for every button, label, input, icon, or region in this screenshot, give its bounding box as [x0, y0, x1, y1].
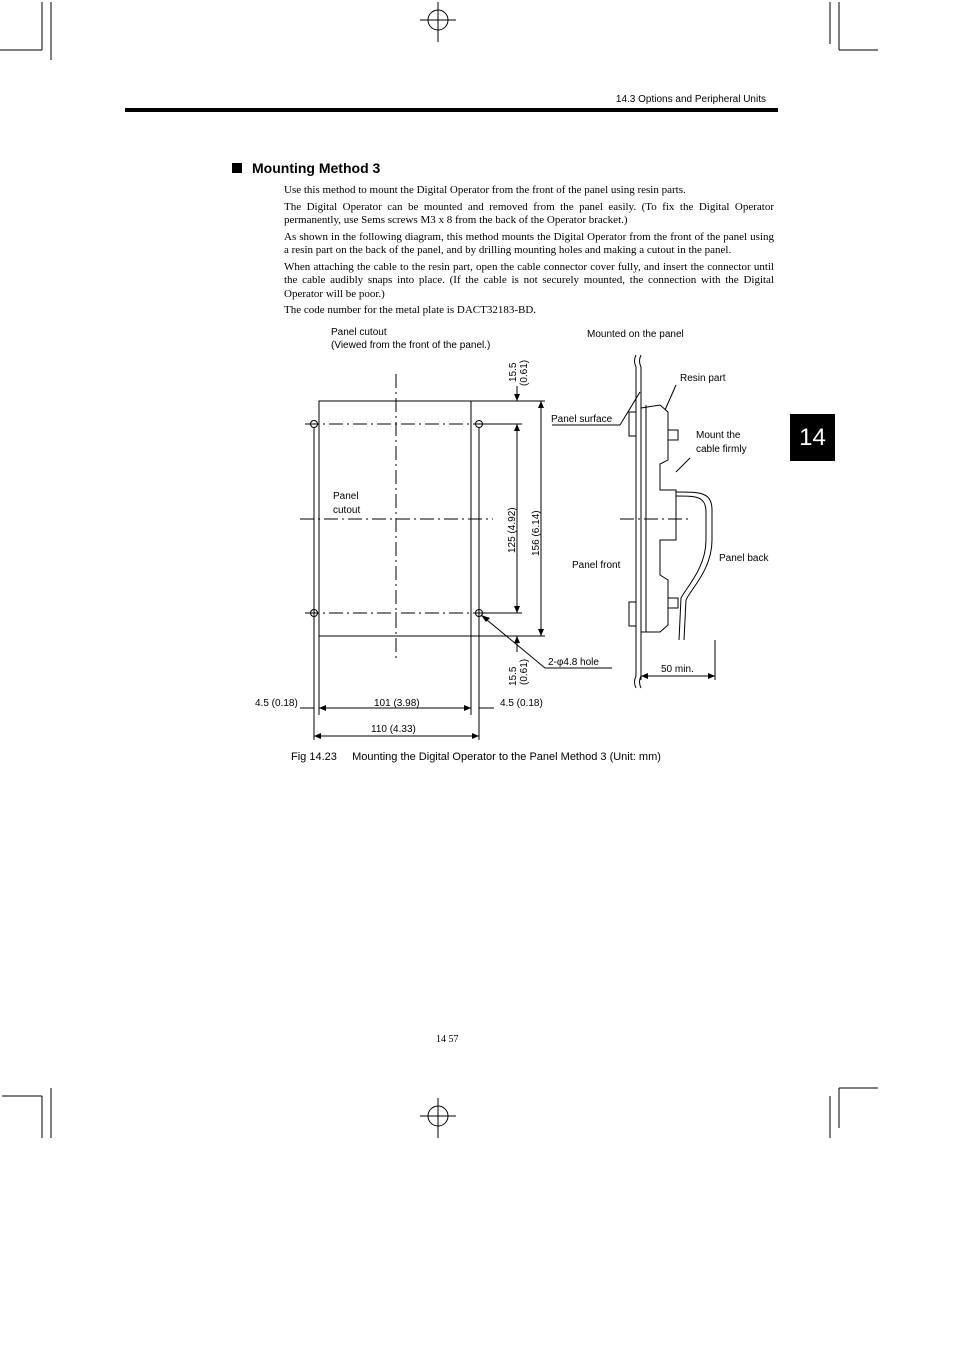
panel-plate — [635, 355, 637, 688]
label-panel-back: Panel back — [719, 553, 769, 564]
dim-bottom-margin-in: (0.61) — [519, 658, 530, 685]
right-title: Mounted on the panel — [587, 329, 684, 340]
dim-top-margin: 15.5 — [508, 362, 519, 382]
crop-marks — [0, 2, 878, 1138]
paragraph: When attaching the cable to the resin part, open the cable connector cover fully, and insert the connector until the cable audibly snaps into place. (If the cable is not securely mounted, the connection with the Digital Operator will be poor.) — [284, 260, 774, 300]
registration-mark-bottom — [420, 1098, 456, 1138]
cutout-label-line1: Panel — [333, 491, 359, 502]
running-head: 14.3 Options and Peripheral Units — [615, 94, 766, 105]
dim-top-margin-in: (0.61) — [519, 359, 530, 386]
label-panel-surface: Panel surface — [551, 414, 613, 425]
paragraph: The code number for the metal plate is DACT32183-BD. — [284, 304, 537, 316]
dim-overall-height: 156 (6.14) — [531, 510, 542, 556]
figure-caption: Fig 14.23 Mounting the Digital Operator to the Panel Method 3 (Unit: mm) — [291, 751, 661, 763]
label-resin-part: Resin part — [680, 373, 726, 384]
dim-hole-pitch: 125 (4.92) — [507, 507, 518, 553]
label-clearance: 50 min. — [661, 664, 694, 675]
dim-cutout-width: 101 (3.98) — [374, 698, 420, 709]
paragraph: Use this method to mount the Digital Operator from the front of the panel using resin parts. — [284, 184, 686, 196]
dim-overall-width: 110 (4.33) — [371, 724, 416, 735]
cable — [676, 492, 712, 640]
section-title: Mounting Method 3 — [252, 160, 381, 176]
dim-bottom-margin: 15.5 — [508, 666, 519, 686]
side-view-drawing — [552, 355, 715, 688]
paragraph: As shown in the following diagram, this method mounts the Digital Operator from the front of the panel using a resin part on the back of the panel, and by drilling mounting holes and making a cutout in the panel. — [284, 230, 774, 256]
left-title-line2: (Viewed from the front of the panel.) — [331, 340, 491, 351]
label-mount-cable-line2: cable firmly — [696, 444, 747, 455]
label-panel-front: Panel front — [572, 560, 621, 571]
paragraph: The Digital Operator can be mounted and removed from the panel easily. (To fix the Digital Operator permanently, use Sems screws M3 x 8 from the back of the Operator bracket.) — [284, 200, 774, 226]
dim-right-offset: 4.5 (0.18) — [500, 698, 543, 709]
registration-mark-top — [420, 2, 456, 42]
hole-label: 2-φ4.8 hole — [548, 657, 599, 668]
page-number: 14 57 — [436, 1034, 459, 1045]
dim-left-offset: 4.5 (0.18) — [255, 698, 298, 709]
chapter-tab: 14 — [790, 414, 835, 461]
label-mount-cable-line1: Mount the — [696, 430, 741, 441]
panel-cutout-drawing — [300, 374, 612, 740]
left-title-line1: Panel cutout — [331, 327, 387, 338]
cutout-label-line2: cutout — [333, 505, 361, 516]
dimension-arrows — [314, 394, 544, 739]
